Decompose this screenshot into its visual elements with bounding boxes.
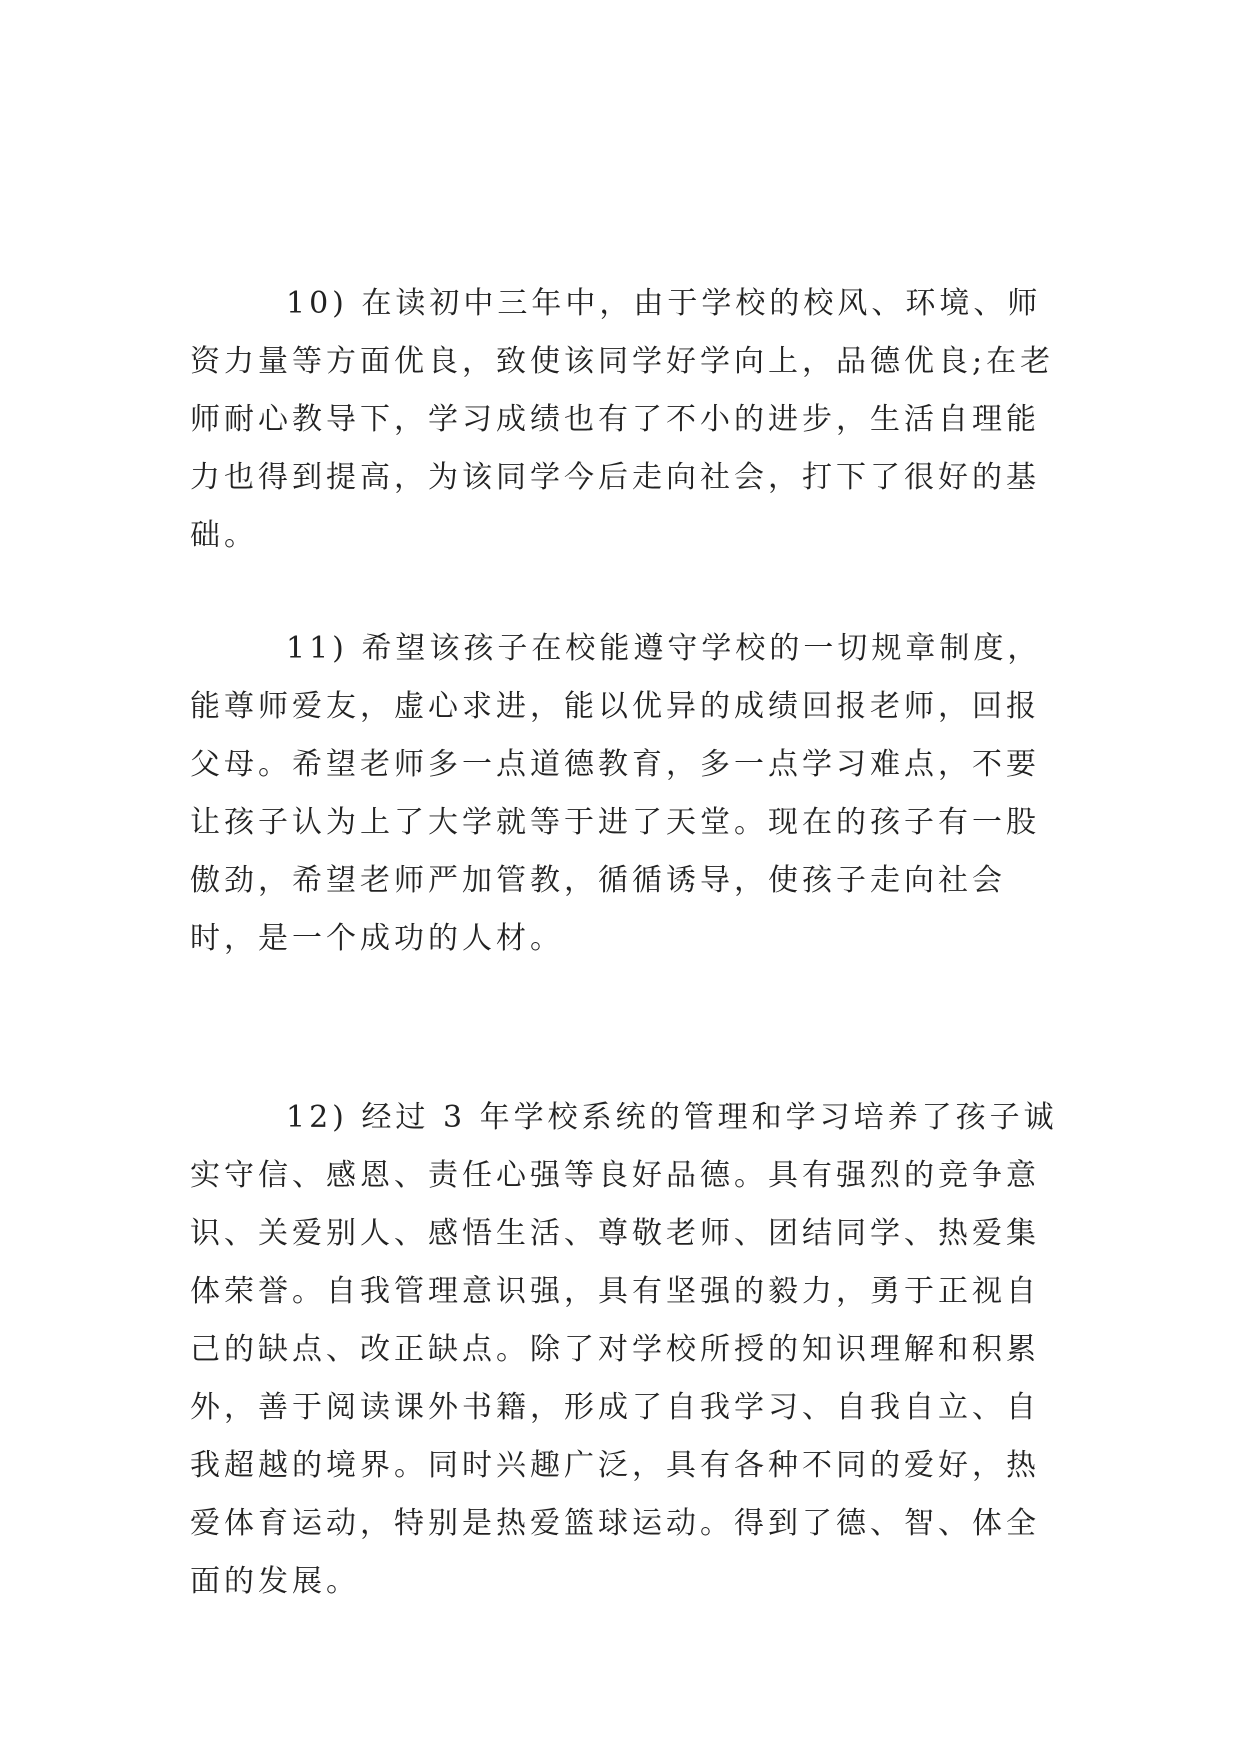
paragraph-number: 11): [286, 631, 348, 666]
paragraph-10: [190, 275, 1060, 565]
paragraph-text: 经过 3 年学校系统的管理和学习培养了孩子诚实守信、感恩、责任心强等良好品德。具有强烈的竞争意识、关爱别人、感悟生活、尊敬老师、团结同学、热爱集体荣誉。自我管理意识强，具有坚强的毅力，勇于正视自己的缺点、改正缺点。除了对学校所授的知识理解和积累外，善于阅读课外书籍，形成了自我学习、自我自立、自我超越的境界。同时兴趣广泛，具有各种不同的爱好，热爱体育运动，特别是热爱篮球运动。得到了德、智、体全面的发展。: [190, 1100, 1058, 1599]
paragraph-11: [190, 620, 1060, 968]
paragraph-text: 在读初中三年中，由于学校的校风、环境、师资力量等方面优良，致使该同学好学向上，品德优良;在老师耐心教导下，学习成绩也有了不小的进步，生活自理能力也得到提高，为该同学今后走向社会，打下了很好的基础。: [190, 286, 1055, 553]
paragraph-12: [190, 1089, 1060, 1611]
paragraph-text: 希望该孩子在校能遵守学校的一切规章制度，能尊师爱友，虚心求进，能以优异的成绩回报老师，回报父母。希望老师多一点道德教育，多一点学习难点，不要让孩子认为上了大学就等于进了天堂。现在的孩子有一股傲劲，希望老师严加管教，循循诱导，使孩子走向社会时，是一个成功的人材。: [190, 631, 1042, 956]
paragraph-number: 12): [286, 1100, 348, 1135]
paragraph-number: 10): [286, 286, 348, 321]
